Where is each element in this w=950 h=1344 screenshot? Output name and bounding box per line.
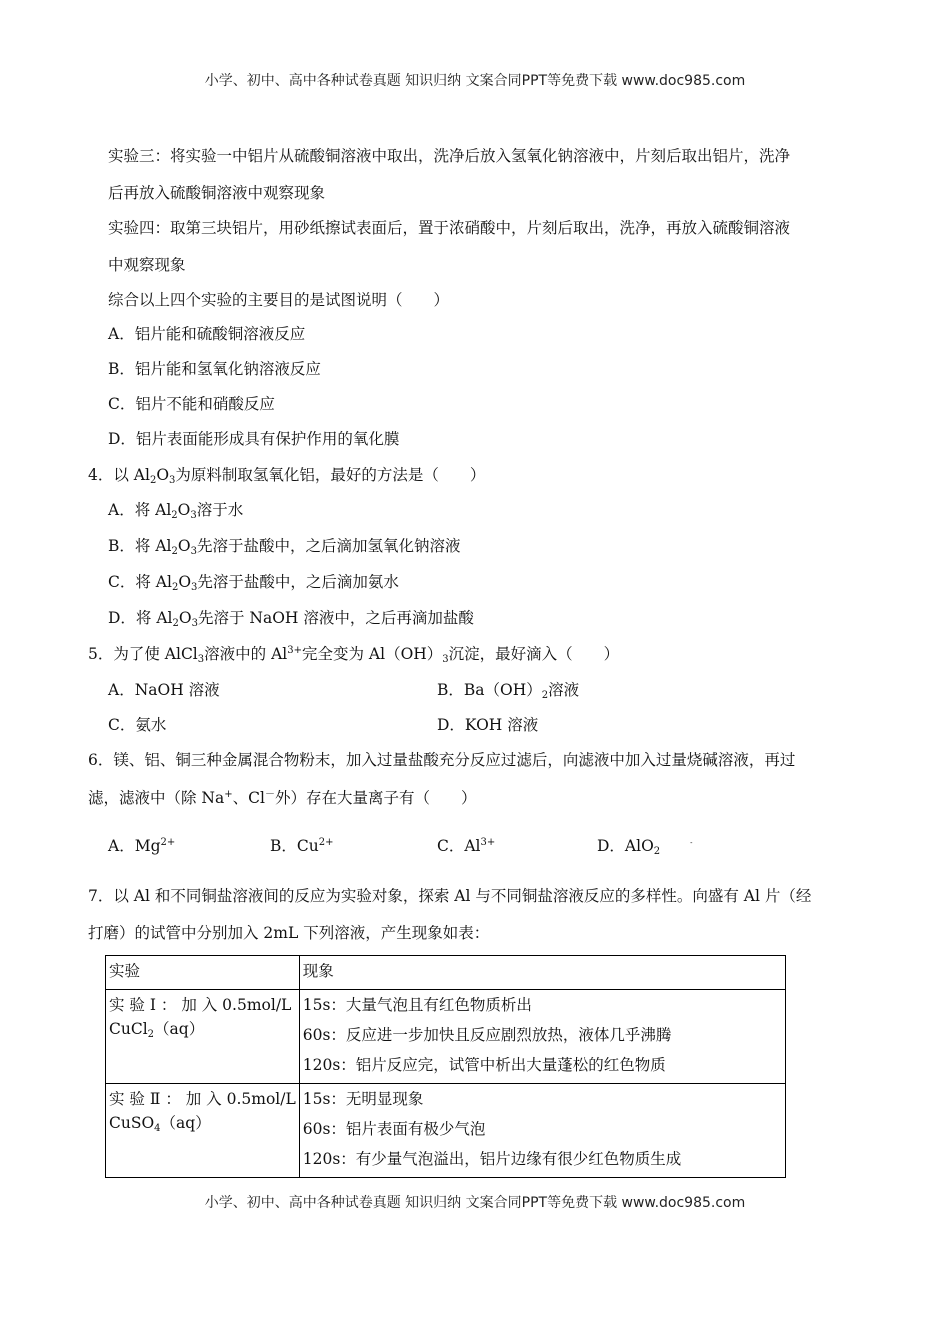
q3-exp4-line2: 中观察现象 xyxy=(108,256,186,274)
q7-stem-line2: 打磨）的试管中分别加入 2mL 下列溶液，产生现象如表： xyxy=(88,924,490,942)
q6-option-d: D．AlO$_2$- xyxy=(597,837,693,857)
table-row xyxy=(106,1084,786,1178)
experiment-table xyxy=(105,955,786,1178)
q6-stem-line1: 6．镁、铝、铜三种金属混合物粉末，加入过量盐酸充分反应过滤后，向滤液中加入过量烧碱溶液，再过 xyxy=(88,751,796,769)
q3-stem: 综合以上四个实验的主要目的是试图说明（ ） xyxy=(108,291,450,309)
observation-cell: 15s：无明显现象 60s：铝片表面有极少气泡 120s：有少量气泡溢出，铝片边缘有很少红色物质生成 xyxy=(299,1084,785,1178)
q3-exp3-line1: 实验三：将实验一中铝片从硫酸铜溶液中取出，洗净后放入氢氧化钠溶液中，片刻后取出铝片，洗净 xyxy=(108,147,791,165)
table-header-observation: 现象 xyxy=(299,956,785,990)
q6-stem-line2: 滤，滤液中（除 Na+、Cl－外）存在大量离子有（ ） xyxy=(88,789,477,807)
q6-option-b: B．$Cu^{2+}$ xyxy=(270,837,334,855)
q3-option-b: B．铝片能和氢氧化钠溶液反应 xyxy=(108,360,321,378)
page-header: 小学、初中、高中各种试卷真题 知识归纳 文案合同PPT等免费下载 www.doc985.com xyxy=(204,73,746,89)
q5-option-b: B．$Ba(OH)_2$溶液 xyxy=(437,681,580,701)
observation-cell: 15s：大量气泡且有红色物质析出 60s：反应进一步加快且反应剧烈放热，液体几乎沸腾 120s：铝片反应完，试管中析出大量蓬松的红色物质 xyxy=(299,990,785,1084)
q5-stem: 5．为了使 AlCl$_3$溶液中的 $Al^{3+}$完全变为 $Al(OH)_3$沉淀，最好滴入（ ） xyxy=(88,645,620,665)
q4-stem: 4．以 $Al_2O_3$为原料制取氢氧化铝，最好的方法是（ ） xyxy=(88,466,486,486)
q4-option-b: B．将 $Al_2O_3$先溶于盐酸中，之后滴加氢氧化钠溶液 xyxy=(108,537,461,557)
q4-option-d: D．将 $Al_2O_3$先溶于 NaOH 溶液中，之后再滴加盐酸 xyxy=(108,609,474,629)
q5-option-a: A．NaOH 溶液 xyxy=(108,681,220,699)
q3-option-c: C．铝片不能和硝酸反应 xyxy=(108,395,275,413)
q3-option-d: D．铝片表面能形成具有保护作用的氧化膜 xyxy=(108,430,400,448)
q3-exp4-line1: 实验四：取第三块铝片，用砂纸擦试表面后，置于浓硝酸中，片刻后取出，洗净，再放入硫酸铜溶液 xyxy=(108,219,791,237)
q4-option-a: A．将 $Al_2O_3$溶于水 xyxy=(108,501,244,521)
table-row xyxy=(106,990,786,1084)
q6-option-a: A．$Mg^{2+}$ xyxy=(108,837,176,855)
q3-option-a: A．铝片能和硫酸铜溶液反应 xyxy=(108,325,306,343)
q3-exp3-line2: 后再放入硫酸铜溶液中观察现象 xyxy=(108,184,326,202)
experiment-cell: 实 验 Ⅰ ： 加 入 0.5mol/L CuCl$_2$（aq） xyxy=(106,990,300,1084)
q5-option-d: D．KOH 溶液 xyxy=(437,716,539,734)
q5-option-c: C．氨水 xyxy=(108,716,167,734)
q6-option-c: C．$Al^{3+}$ xyxy=(437,837,496,855)
q4-option-c: C．将 $Al_2O_3$先溶于盐酸中，之后滴加氨水 xyxy=(108,573,399,593)
q7-stem-line1: 7．以 Al 和不同铜盐溶液间的反应为实验对象，探索 Al 与不同铜盐溶液反应的多样性。向盛有 Al 片（经 xyxy=(88,887,812,905)
page-footer: 小学、初中、高中各种试卷真题 知识归纳 文案合同PPT等免费下载 www.doc985.com xyxy=(204,1195,746,1211)
table-header-row xyxy=(106,956,786,990)
table-header-experiment: 实验 xyxy=(106,956,300,990)
experiment-cell: 实 验 Ⅱ ： 加 入 0.5mol/L CuSO$_4$（aq） xyxy=(106,1084,300,1178)
